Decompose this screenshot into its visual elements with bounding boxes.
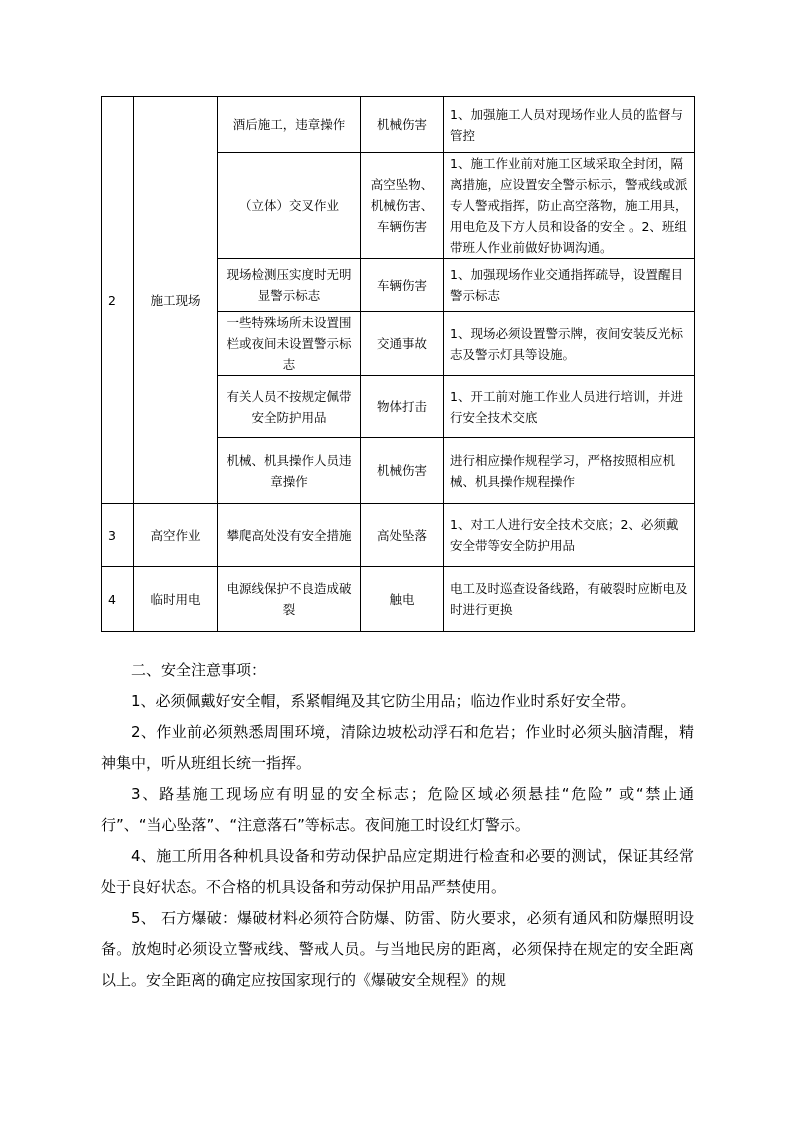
control-measures: 1、开工前对施工作业人员进行培训，并进行安全技术交底 [444,376,695,438]
risk-factor: 一些特殊场所未设置围栏或夜间未设置警示标志 [218,312,361,376]
note-item: 4、施工所用各种机具设备和劳动保护品应定期进行检查和必要的测试，保证其经常处于良好状态。不合格的机具设备和劳动保护用品严禁使用。 [101,847,694,896]
table-row [102,97,695,153]
accident-type: 车辆伤害 [361,259,444,312]
risk-factor: 电源线保护不良造成破裂 [218,567,361,632]
accident-type: 机械伤害 [361,438,444,504]
accident-type: 交通事故 [361,312,444,376]
section-heading: 二、安全注意事项： [131,661,267,679]
work-location: 临时用电 [134,567,218,632]
work-location: 施工现场 [134,97,218,504]
accident-type: 机械伤害 [361,97,444,153]
accident-type: 物体打击 [361,376,444,438]
safety-notes [101,655,694,996]
note-item: 5、 石方爆破：爆破材料必须符合防爆、防雷、防火要求，必须有通风和防爆照明设备。放炮时必须设立警戒线、警戒人员。与当地民房的距离，必须保持在规定的安全距离以上。安全距离的确定应按国家现行的《爆破安全规程》的规 [101,909,694,989]
control-measures: 1、对工人进行安全技术交底；2、必须戴安全带等安全防护用品 [444,504,695,567]
hazard-table [101,96,695,632]
control-measures: 进行相应操作规程学习，严格按照相应机械、机具操作规程操作 [444,438,695,504]
note-item: 2、作业前必须熟悉周围环境，清除边坡松动浮石和危岩；作业时必须头脑清醒，精神集中，听从班组长统一指挥。 [101,723,694,772]
control-measures: 1、施工作业前对施工区域采取全封闭，隔离措施，应设置安全警示标示，警戒线或派专人警戒指挥，防止高空落物，施工用具，用电危及下方人员和设备的安全 。2、班组带班人作业前做好协调沟通。 [444,153,695,259]
table-row [102,504,695,567]
risk-factor: 有关人员不按规定佩带安全防护用品 [218,376,361,438]
note-item: 1、必须佩戴好安全帽，系紧帽绳及其它防尘用品；临边作业时系好安全带。 [131,692,636,710]
row-number: 4 [102,567,134,632]
control-measures: 1、现场必须设置警示牌，夜间安装反光标志及警示灯具等设施。 [444,312,695,376]
accident-type: 触电 [361,567,444,632]
risk-factor: 机械、机具操作人员违章操作 [218,438,361,504]
risk-factor: 攀爬高处没有安全措施 [218,504,361,567]
work-location: 高空作业 [134,504,218,567]
table-row [102,567,695,632]
control-measures: 1、加强施工人员对现场作业人员的监督与管控 [444,97,695,153]
control-measures: 电工及时巡查设备线路，有破裂时应断电及时进行更换 [444,567,695,632]
accident-type: 高空坠物、机械伤害、车辆伤害 [361,153,444,259]
row-number: 3 [102,504,134,567]
risk-factor: 酒后施工，违章操作 [218,97,361,153]
control-measures: 1、加强现场作业交通指挥疏导，设置醒目警示标志 [444,259,695,312]
risk-factor: （立体）交叉作业 [218,153,361,259]
accident-type: 高处坠落 [361,504,444,567]
risk-factor: 现场检测压实度时无明显警示标志 [218,259,361,312]
note-item: 3、路基施工现场应有明显的安全标志；危险区域必须悬挂“危险” 或“禁止通行”、“当心坠落”、“注意落石”等标志。夜间施工时设红灯警示。 [101,785,694,834]
row-number: 2 [102,97,134,504]
